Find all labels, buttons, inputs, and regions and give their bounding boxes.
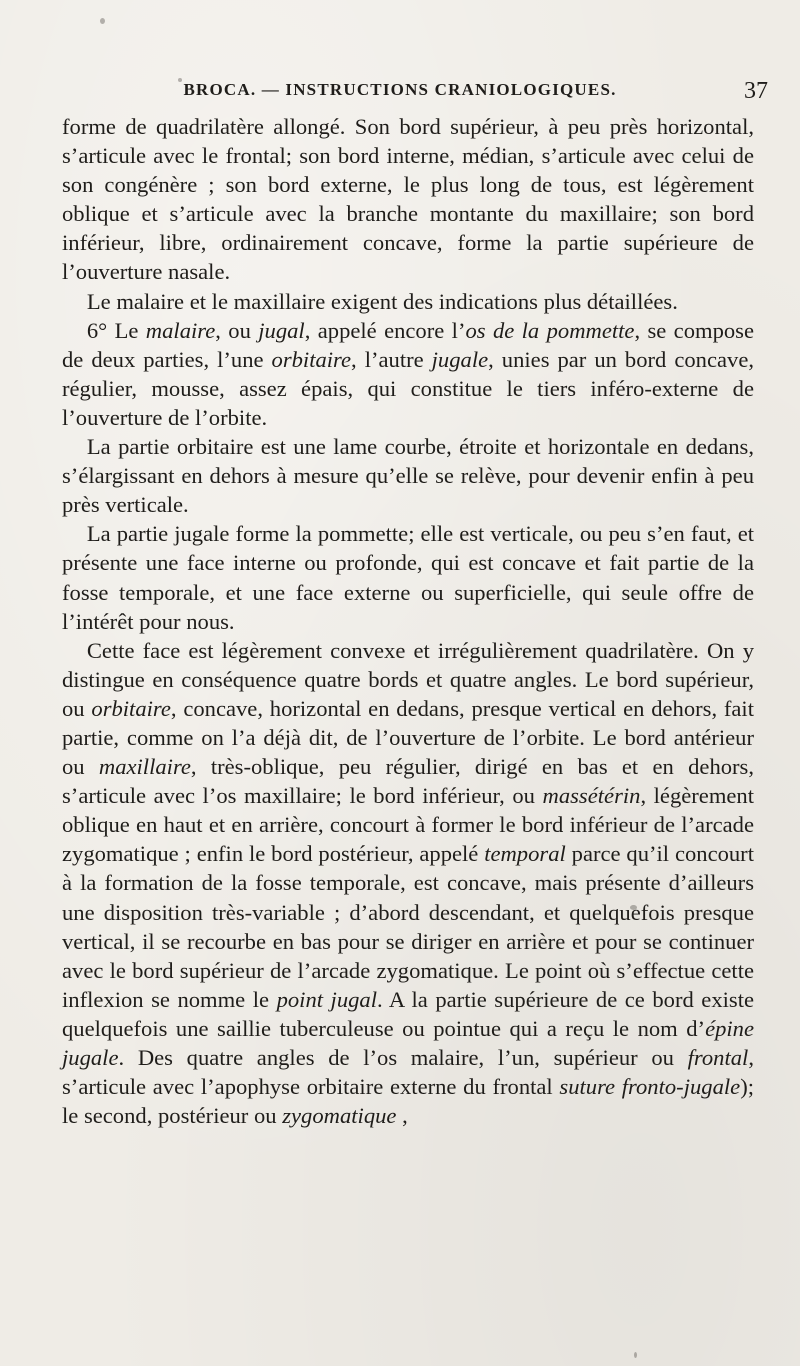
- text-run: ,: [396, 1103, 408, 1129]
- text-run: ); le second, postérieur ou: [62, 1074, 754, 1129]
- paragraph: [62, 636, 754, 1131]
- text-run: parce qu’il concourt à la formation de la fosse temporale, est concave, mais présente d’ailleurs une disposition très-variable ; d’abord descendant, et quelquefois presque vertical, il se recourbe en bas pour se diriger en arrière et pour se continuer avec le bord supérieur de l’arcade zygomatique. Le point où s’effectue cette inflexion se nomme le: [62, 841, 754, 1012]
- italic-term: orbitaire: [271, 346, 352, 372]
- text-run: , unies par un bord concave, régulier, mousse, assez épais, qui constitue le tiers inféro-externe de l’ouverture de l’orbite.: [62, 346, 754, 430]
- paragraph: [62, 287, 754, 316]
- paragraph: [62, 316, 754, 432]
- print-speck: [630, 905, 637, 910]
- text-run: , ou: [215, 317, 259, 343]
- text-run: forme de quadrilatère allongé. Son bord supérieur, à peu près horizontal, s’articule avec le frontal; son bord interne, médian, s’articule avec celui de son congénère ; son bord externe, le plus long de tous, est légèrement oblique et s’articule avec la branche montante du maxillaire; son bord inférieur, libre, ordinairement concave, forme la partie supérieure de l’ouverture nasale.: [62, 114, 754, 285]
- print-speck: [634, 1352, 637, 1358]
- italic-term: malaire: [145, 317, 216, 343]
- text-run: , concave, horizontal en dedans, presque vertical en dehors, fait partie, comme on l’a déjà dit, de l’ouverture de l’orbite. Le bord antérieur ou: [62, 695, 754, 780]
- text-run: Cette face est légèrement convexe et irrégulièrement quadrilatère. On y distingue en conséquence quatre bords et quatre angles. Le bord supérieur, ou: [62, 637, 754, 721]
- text-run: La partie orbitaire est une lame courbe, étroite et horizontale en dedans, s’élargissant en dehors à mesure qu’elle se relève, pour devenir enfin à peu près verticale.: [62, 434, 754, 518]
- text-run: . A la partie supérieure de ce bord existe quelquefois une saillie tuberculeuse ou pointue qui a reçu le nom d’: [62, 986, 754, 1041]
- text-run: , légèrement oblique en haut et en arrière, concourt à former le bord inférieur de l’arcade zygomatique ; enfin le bord postérieur, appelé: [62, 783, 755, 867]
- text-run: , s’articule avec l’apophyse orbitaire externe du frontal: [62, 1045, 754, 1100]
- italic-term: orbitaire: [91, 695, 171, 721]
- page-header: [0, 80, 800, 110]
- italic-term: os de la pommette: [465, 317, 635, 343]
- italic-term: jugale: [431, 346, 489, 372]
- running-head: BROCA. — INSTRUCTIONS CRANIOLOGIQUES.: [183, 80, 617, 99]
- italic-term: épine jugale: [62, 1015, 754, 1070]
- italic-term: maxillaire: [98, 754, 191, 780]
- paragraph: [62, 112, 754, 287]
- print-speck: [100, 18, 105, 24]
- paragraph: [62, 519, 754, 635]
- text-run: , se compose de deux parties, l’une: [62, 317, 754, 372]
- italic-term: jugal: [258, 317, 305, 343]
- text-run: , l’autre: [351, 346, 432, 372]
- print-speck: [178, 78, 182, 82]
- italic-term: zygomatique: [282, 1103, 397, 1129]
- body-text: [62, 112, 754, 1130]
- italic-term: massétérin: [542, 783, 641, 809]
- text-run: La partie jugale forme la pommette; elle est verticale, ou peu s’en faut, et présente une face interne ou profonde, qui est concave et fait partie de la fosse temporale, et une face externe ou superficielle, qui seule offre de l’intérêt pour nous.: [62, 521, 754, 634]
- text-run: Le malaire et le maxillaire exigent des indications plus détaillées.: [86, 288, 678, 314]
- text-run: , très-oblique, peu régulier, dirigé en bas et en dehors, s’articule avec l’os maxillaire; le bord inférieur, ou: [62, 754, 754, 809]
- italic-term: point jugal: [276, 986, 377, 1012]
- text-run: 6° Le: [86, 317, 146, 343]
- text-run: , appelé encore l’: [304, 317, 466, 343]
- italic-term: frontal: [687, 1045, 749, 1070]
- text-run: . Des quatre angles de l’os malaire, l’un, supérieur ou: [118, 1045, 688, 1070]
- italic-term: suture fronto-jugale: [559, 1074, 741, 1100]
- italic-term: temporal: [484, 841, 566, 867]
- paragraph: [62, 432, 754, 519]
- page-number: 37: [744, 78, 768, 104]
